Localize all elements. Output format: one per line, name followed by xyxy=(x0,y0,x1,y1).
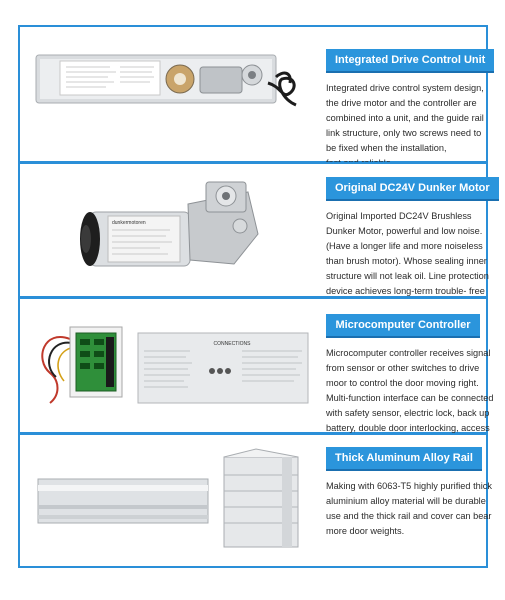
section-title: Microcomputer Controller xyxy=(326,314,479,338)
section-description xyxy=(326,479,492,539)
description-line: aluminium alloy material will be durable xyxy=(326,496,486,506)
description-line: moor to control the door moving right. xyxy=(326,378,479,388)
description-line: Multi-function interface can be connected xyxy=(326,393,494,403)
description-line: combined into a unit, and the guide rail xyxy=(326,113,484,123)
description-line: the drive motor and the controller are xyxy=(326,98,477,108)
feature-panel-rail xyxy=(18,433,492,568)
description-line: device achieves long-term trouble- free xyxy=(326,286,485,296)
section-title: Integrated Drive Control Unit xyxy=(326,49,494,73)
motor-brand-label: dunkermotoren xyxy=(112,220,146,226)
description-line: Making with 6063-T5 highly purified thick xyxy=(326,481,492,491)
controller-image xyxy=(20,299,320,432)
feature-panel-drive-unit xyxy=(18,25,488,163)
description-line: Integrated drive control system design, xyxy=(326,83,484,93)
controller-heading-label: CONNECTIONS xyxy=(213,341,251,347)
description-line: than brush motor). Whose sealing inner xyxy=(326,256,487,266)
description-line: with safety sensor, electric lock, back up xyxy=(326,408,490,418)
drive-unit-text xyxy=(320,27,486,161)
motor-text xyxy=(320,164,490,296)
controller-text xyxy=(320,299,494,433)
description-line: from sensor or other switches to drive xyxy=(326,363,480,373)
description-line: Dunker Motor, powerful and low noise. xyxy=(326,226,483,236)
description-line: be fixed when the installation, xyxy=(326,143,447,153)
rail-text xyxy=(320,435,492,566)
description-line: Original Imported DC24V Brushless xyxy=(326,211,472,221)
feature-panel-controller xyxy=(18,297,494,434)
drive-unit-image xyxy=(20,27,320,161)
description-line: structure will not leak oil. Line protection xyxy=(326,271,489,281)
description-line: more door weights. xyxy=(326,526,405,536)
motor-image xyxy=(20,164,320,296)
feature-panel-motor xyxy=(18,162,488,298)
section-title: Thick Aluminum Alloy Rail xyxy=(326,447,482,471)
description-line: battery, double door interlocking, access xyxy=(326,423,490,433)
description-line: Microcomputer controller receives signal xyxy=(326,348,491,358)
description-line: link structure, only two screws need to xyxy=(326,128,482,138)
section-title: Original DC24V Dunker Motor xyxy=(326,177,499,201)
description-line: (Have a longer life and more noiseless xyxy=(326,241,483,251)
rail-image xyxy=(20,435,320,566)
description-line: use and the thick rail and cover can bear xyxy=(326,511,492,521)
